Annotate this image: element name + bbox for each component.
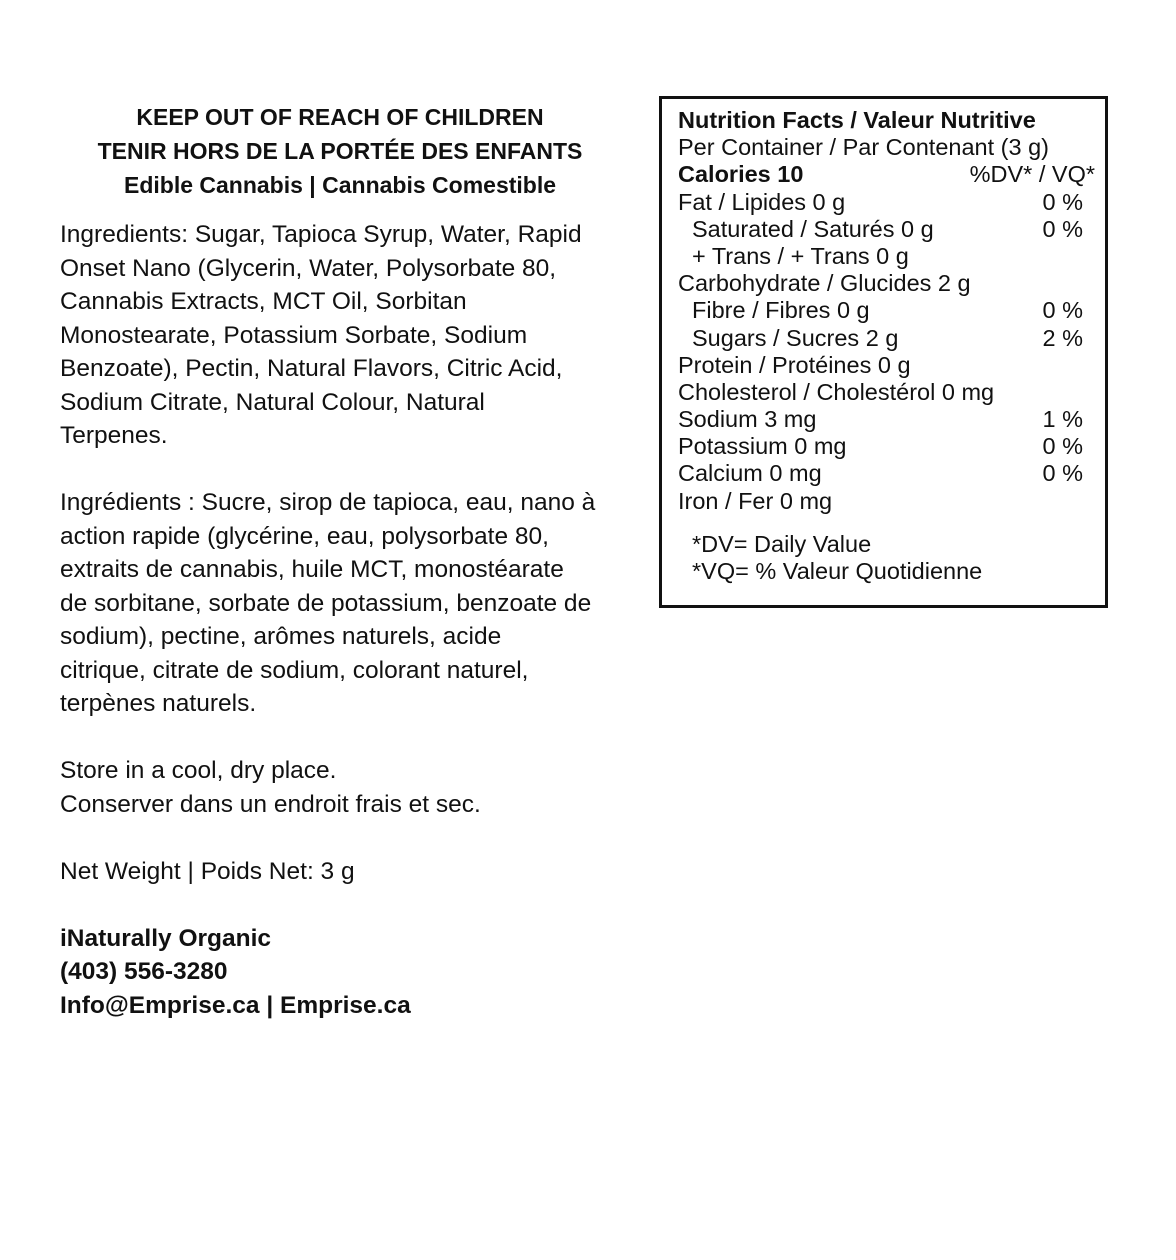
nutrient-row bbox=[678, 433, 1089, 460]
ingredients-en-line: Sodium Citrate, Natural Colour, Natural bbox=[60, 388, 485, 416]
nutrient-label: Protein / Protéines 0 g bbox=[678, 351, 911, 378]
ingredients-fr-line: action rapide (glycérine, eau, polysorbate 80, bbox=[60, 522, 549, 550]
warning-line-en: KEEP OUT OF REACH OF CHILDREN bbox=[136, 104, 544, 130]
nutrient-row bbox=[678, 189, 1089, 216]
footnote-row bbox=[678, 558, 1089, 585]
company-phone: (403) 556-3280 bbox=[60, 958, 228, 985]
nutrient-row bbox=[678, 406, 1089, 433]
ingredients-fr-line: extraits de cannabis, huile MCT, monostéarate bbox=[60, 556, 564, 583]
label-text-column bbox=[60, 218, 650, 1056]
ingredients-fr-line: de sorbitane, sorbate de potassium, benzoate de bbox=[60, 589, 592, 617]
ingredients-fr-line: citrique, citrate de sodium, colorant naturel, bbox=[60, 656, 529, 684]
nutrient-dv: 0 % bbox=[1042, 460, 1083, 487]
calories-row bbox=[678, 161, 1095, 188]
warning-header bbox=[60, 100, 620, 202]
nutrient-row bbox=[678, 325, 1089, 352]
footnote-dv: *DV= Daily Value bbox=[692, 530, 872, 557]
storage-instructions bbox=[60, 754, 650, 821]
dv-header: %DV* / VQ* bbox=[969, 161, 1095, 188]
nutrient-label: Cholesterol / Cholestérol 0 mg bbox=[678, 378, 995, 405]
nutrient-row bbox=[678, 216, 1089, 243]
net-weight-block bbox=[60, 855, 650, 889]
nutrition-spacer bbox=[678, 515, 1089, 531]
nutrition-title: Nutrition Facts / Valeur Nutritive bbox=[678, 107, 1036, 133]
ingredients-fr-line: sodium), pectine, arômes naturels, acide bbox=[60, 623, 502, 650]
ingredients-en-line: Cannabis Extracts, MCT Oil, Sorbitan bbox=[60, 288, 467, 315]
warning-line-fr: TENIR HORS DE LA PORTÉE DES ENFANTS bbox=[97, 138, 583, 164]
nutrition-facts-table bbox=[659, 96, 1108, 608]
product-type: Edible Cannabis | Cannabis Comestible bbox=[123, 172, 557, 198]
nutrient-label: Carbohydrate / Glucides 2 g bbox=[678, 270, 971, 297]
storage-en: Store in a cool, dry place. bbox=[60, 757, 337, 784]
nutrient-label: + Trans / + Trans 0 g bbox=[692, 242, 909, 269]
footnote-vq: *VQ= % Valeur Quotidienne bbox=[692, 558, 983, 584]
nutrient-row bbox=[678, 460, 1089, 487]
nutrient-label: Calcium 0 mg bbox=[678, 460, 822, 487]
calories: Calories 10 bbox=[678, 161, 804, 188]
footnote-row bbox=[678, 531, 1089, 558]
per-container: Per Container / Par Contenant (3 g) bbox=[678, 134, 1049, 161]
nutrient-dv: 2 % bbox=[1042, 324, 1083, 351]
nutrient-label: Sodium 3 mg bbox=[678, 406, 817, 433]
ingredients-en bbox=[60, 218, 650, 453]
ingredients-fr bbox=[60, 486, 650, 721]
net-weight: Net Weight | Poids Net: 3 g bbox=[60, 857, 355, 885]
nutrient-label: Fibre / Fibres 0 g bbox=[692, 297, 870, 324]
ingredients-en-line: Onset Nano (Glycerin, Water, Polysorbate 80, bbox=[60, 254, 557, 282]
nutrition-title-row bbox=[678, 107, 1089, 134]
ingredients-en-line: Terpenes. bbox=[60, 422, 168, 449]
nutrient-dv: 1 % bbox=[1042, 406, 1083, 433]
nutrient-dv: 0 % bbox=[1042, 188, 1083, 215]
company-name: iNaturally Organic bbox=[60, 924, 272, 952]
ingredients-fr-line: Ingrédients : Sucre, sirop de tapioca, eau, nano à bbox=[60, 489, 596, 516]
nutrient-row bbox=[678, 488, 1089, 515]
storage-fr: Conserver dans un endroit frais et sec. bbox=[60, 790, 481, 818]
nutrient-label: Iron / Fer 0 mg bbox=[678, 487, 833, 514]
nutrient-dv: 0 % bbox=[1042, 297, 1083, 324]
ingredients-en-line: Ingredients: Sugar, Tapioca Syrup, Water, Rapid bbox=[60, 221, 582, 248]
nutrient-label: Fat / Lipides 0 g bbox=[678, 188, 846, 215]
nutrient-dv: 0 % bbox=[1042, 215, 1083, 242]
company-info bbox=[60, 922, 650, 1023]
per-container-row bbox=[678, 134, 1089, 161]
nutrient-label: Potassium 0 mg bbox=[678, 433, 847, 460]
nutrient-row bbox=[678, 270, 1089, 297]
nutrient-row bbox=[678, 297, 1089, 324]
company-contact: Info@Emprise.ca | Emprise.ca bbox=[60, 991, 411, 1019]
nutrient-label: Sugars / Sucres 2 g bbox=[692, 324, 899, 351]
ingredients-en-line: Monostearate, Potassium Sorbate, Sodium bbox=[60, 321, 528, 349]
ingredients-fr-line: terpènes naturels. bbox=[60, 690, 257, 717]
nutrient-dv: 0 % bbox=[1042, 433, 1083, 460]
nutrient-row bbox=[678, 379, 1089, 406]
nutrient-label: Saturated / Saturés 0 g bbox=[692, 215, 934, 242]
nutrient-row bbox=[678, 243, 1089, 270]
ingredients-en-line: Benzoate), Pectin, Natural Flavors, Citric Acid, bbox=[60, 355, 563, 382]
nutrient-row bbox=[678, 352, 1089, 379]
